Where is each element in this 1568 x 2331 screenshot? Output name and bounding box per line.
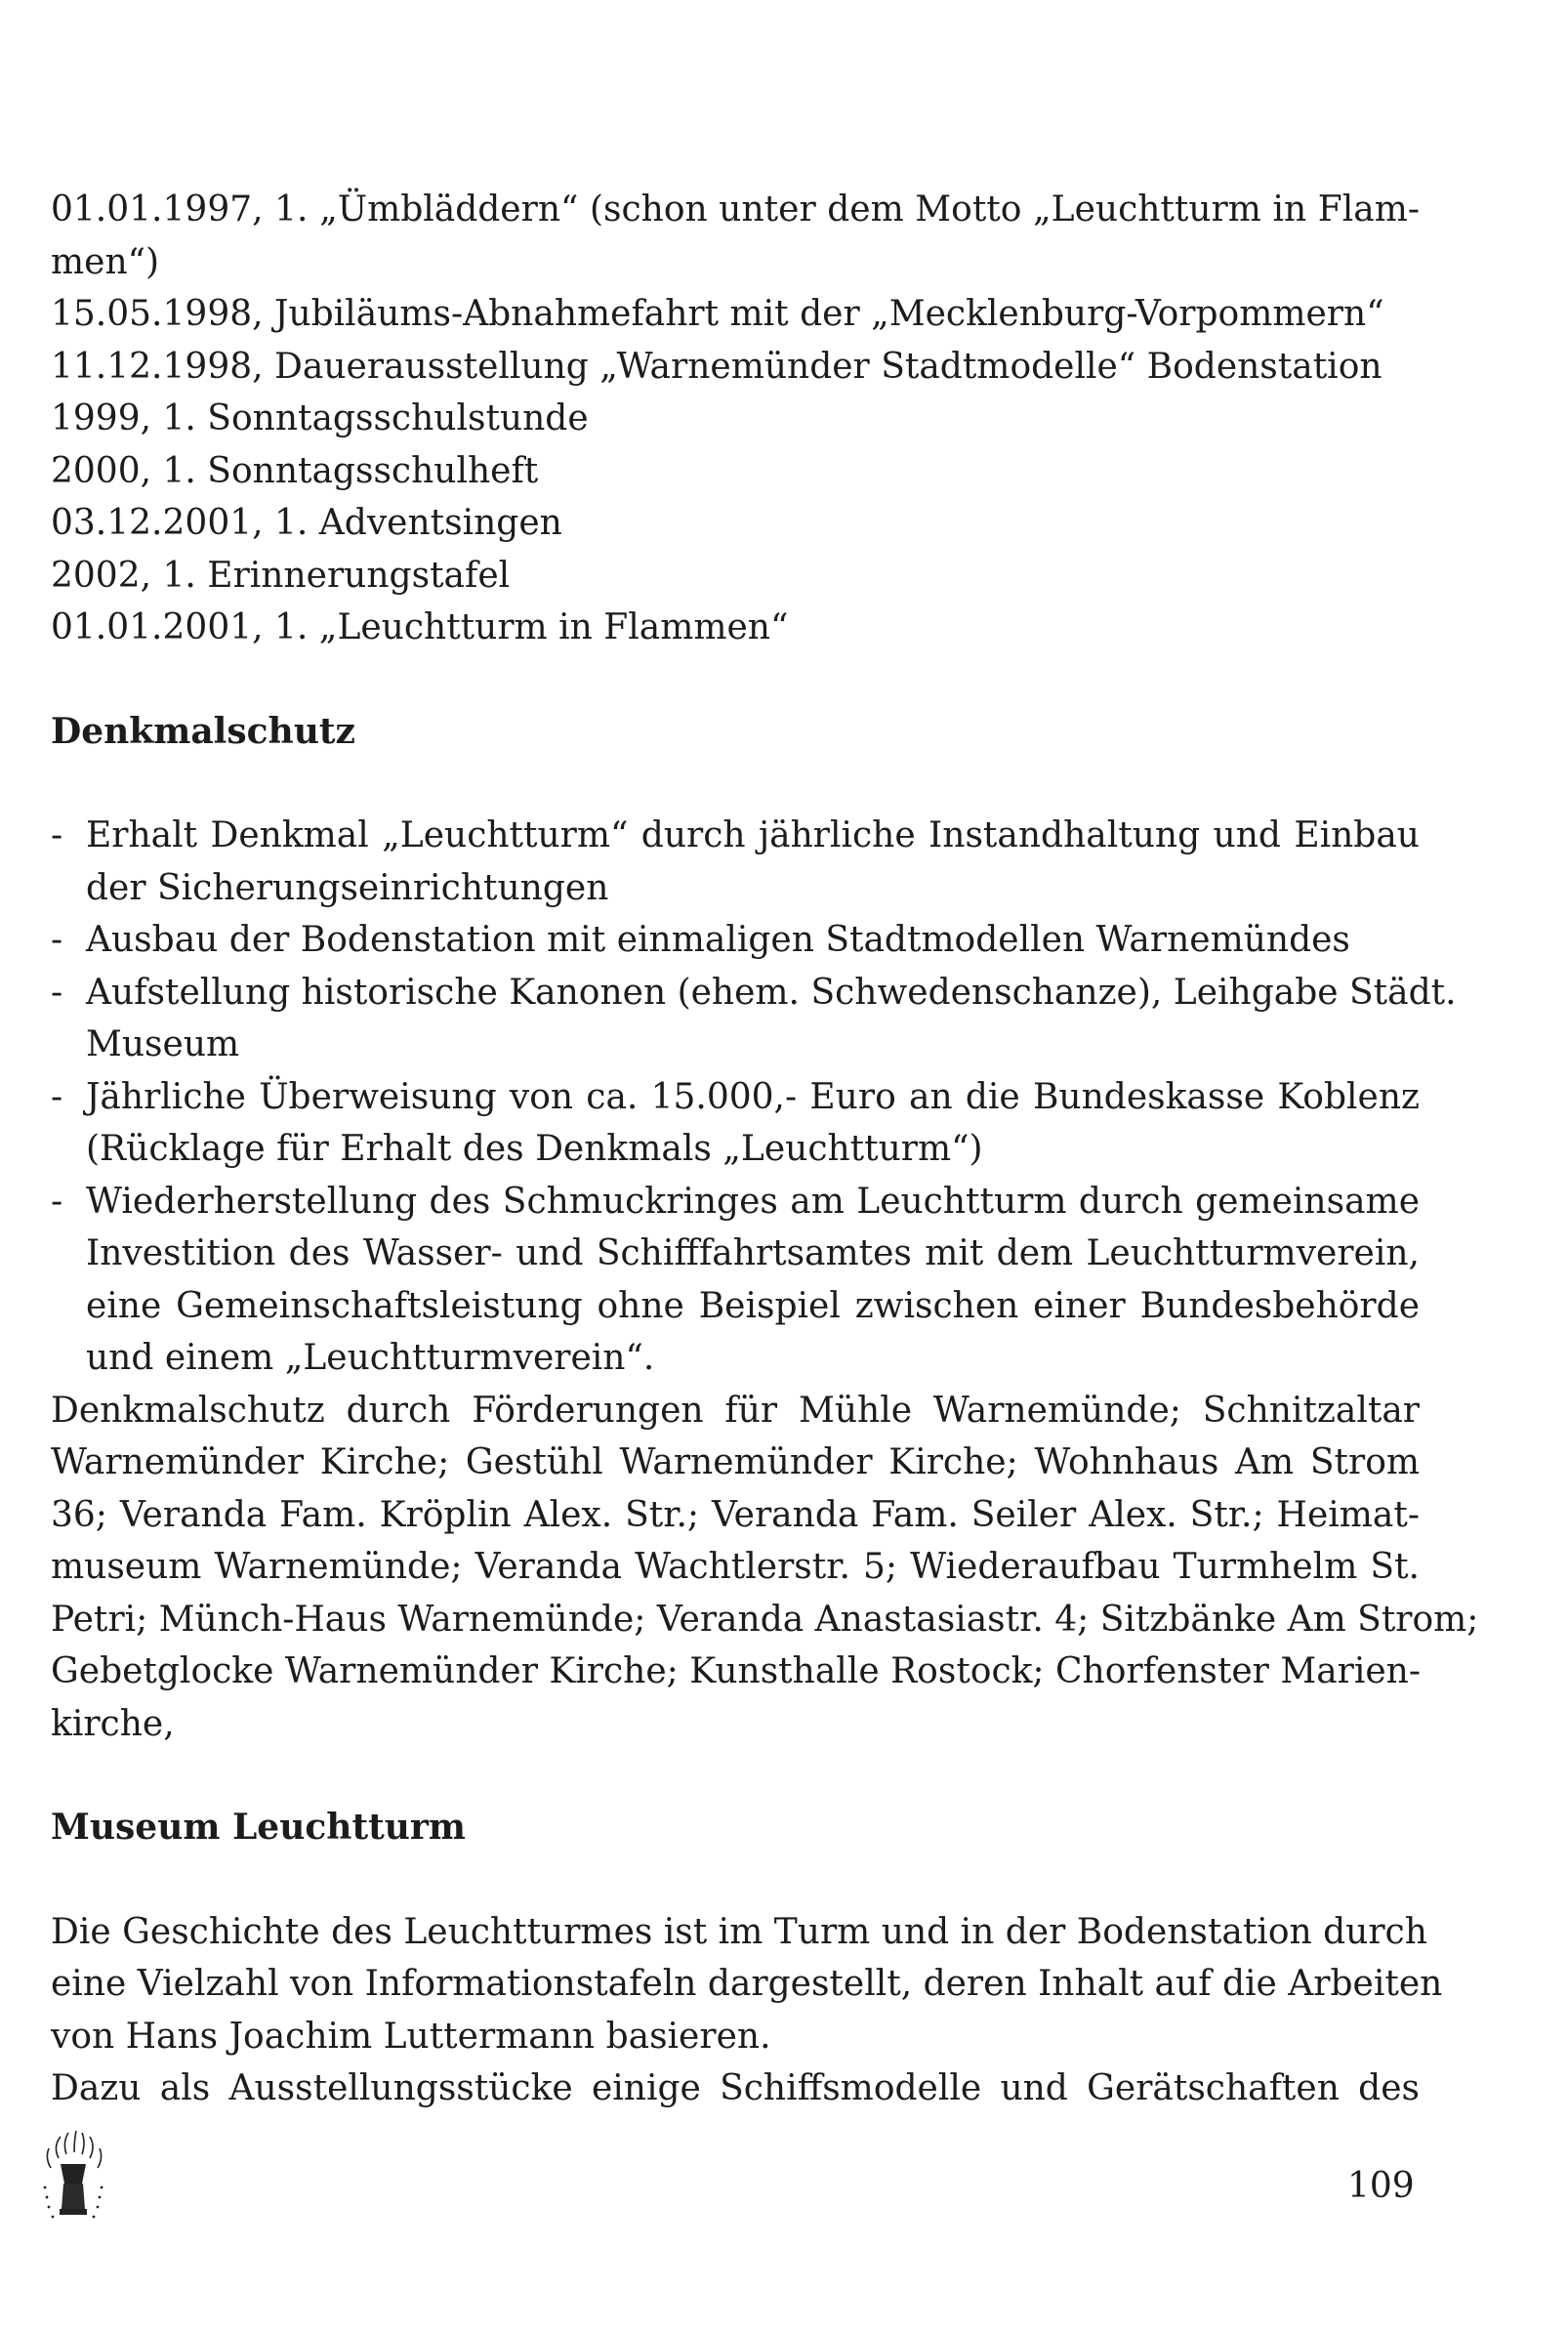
page-content — [51, 184, 1479, 2115]
paragraph-line: eine Vielzahl von Informationstafeln dargestellt, deren Inhalt auf die Arbeiten — [51, 1964, 1443, 2004]
paragraph-line: museum Warnemünde; Veranda Wachtlerstr. 5; Wiederaufbau Turmhelm St. — [51, 1547, 1420, 1587]
list-item — [51, 914, 1420, 967]
chronology-line: 2000, 1. Sonntagsschulheft — [51, 450, 539, 491]
chronology-line: men“) — [51, 241, 160, 282]
list-item-line: (Rücklage für Erhalt des Denkmals „Leuchtturm“) — [86, 1129, 983, 1169]
denkmalschutz-bullet-list — [51, 810, 1457, 1385]
list-item — [51, 1176, 1420, 1385]
bullet-dash: - — [51, 1181, 63, 1222]
museum-paragraph — [51, 2062, 1420, 2115]
page-number: 109 — [1347, 2166, 1415, 2206]
list-item-line: Museum — [86, 1024, 240, 1064]
denkmalschutz-paragraph — [51, 1385, 1479, 1751]
list-item-line: Aufstellung historische Kanonen (ehem. Schwedenschanze), Leihgabe Städt. — [86, 972, 1457, 1013]
list-item-line: Jährliche Überweisung von ca. 15.000,- Euro an die Bundeskasse Koblenz — [86, 1076, 1420, 1117]
list-item-line: Wiederherstellung des Schmuckringes am Leuchtturm durch gemeinsame — [86, 1181, 1420, 1222]
lighthouse-flame-logo-icon — [39, 2129, 107, 2227]
list-item-line: eine Gemeinschaftsleistung ohne Beispiel zwischen einer Bundesbehörde — [86, 1285, 1420, 1326]
chronology-line: 01.01.2001, 1. „Leuchtturm in Flammen“ — [51, 607, 789, 647]
chronology-line: 2002, 1. Erinnerungstafel — [51, 555, 511, 596]
paragraph-line: von Hans Joachim Luttermann basieren. — [51, 2016, 771, 2057]
section-heading-denkmalschutz: Denkmalschutz — [51, 710, 355, 752]
paragraph-line: 36; Veranda Fam. Kröplin Alex. Str.; Veranda Fam. Seiler Alex. Str.; Heimat- — [51, 1494, 1420, 1535]
list-item — [51, 810, 1420, 914]
section-heading-museum: Museum Leuchtturm — [51, 1807, 466, 1848]
list-item — [51, 967, 1457, 1071]
list-item-line: Investition des Wasser- und Schifffahrtsamtes mit dem Leuchtturmverein, — [86, 1233, 1420, 1273]
list-item-line: Ausbau der Bodenstation mit einmaligen Stadtmodellen Warnemündes — [86, 920, 1350, 960]
paragraph-line: Dazu als Ausstellungsstücke einige Schiffsmodelle und Gerätschaften des — [51, 2068, 1420, 2108]
list-item-line: der Sicherungseinrichtungen — [86, 867, 609, 908]
chronology-line: 03.12.2001, 1. Adventsingen — [51, 503, 562, 543]
bullet-dash: - — [51, 920, 63, 960]
paragraph-line: Die Geschichte des Leuchtturmes ist im Turm und in der Bodenstation durch — [51, 1911, 1427, 1952]
paragraph-line: Warnemünder Kirche; Gestühl Warnemünder Kirche; Wohnhaus Am Strom — [51, 1442, 1420, 1482]
paragraph-line: Petri; Münch-Haus Warnemünde; Veranda Anastasiastr. 4; Sitzbänke Am Strom; — [51, 1599, 1479, 1640]
chronology-line: 01.01.1997, 1. „Ümbläddern“ (schon unter dem Motto „Leuchtturm in Flam- — [51, 189, 1420, 229]
chronology-list — [51, 184, 1420, 654]
chronology-line: 1999, 1. Sonntagsschulstunde — [51, 398, 589, 438]
paragraph-line: Denkmalschutz durch Förderungen für Mühle Warnemünde; Schnitzaltar — [51, 1390, 1420, 1431]
list-item-line: und einem „Leuchtturmverein“. — [86, 1338, 655, 1378]
chronology-line: 15.05.1998, Jubiläums-Abnahmefahrt mit der „Mecklenburg-Vorpommern“ — [51, 294, 1384, 334]
museum-paragraph — [51, 1906, 1443, 2063]
chronology-line: 11.12.1998, Dauerausstellung „Warnemünder Stadtmodelle“ Bodenstation — [51, 346, 1382, 387]
paragraph-line: Gebetglocke Warnemünder Kirche; Kunsthalle Rostock; Chorfenster Marien- — [51, 1651, 1422, 1691]
bullet-dash: - — [51, 1076, 63, 1117]
paragraph-line: kirche, — [51, 1703, 175, 1744]
bullet-dash: - — [51, 815, 63, 855]
list-item — [51, 1071, 1420, 1176]
bullet-dash: - — [51, 972, 63, 1013]
list-item-line: Erhalt Denkmal „Leuchtturm“ durch jährliche Instandhaltung und Einbau — [86, 815, 1420, 855]
